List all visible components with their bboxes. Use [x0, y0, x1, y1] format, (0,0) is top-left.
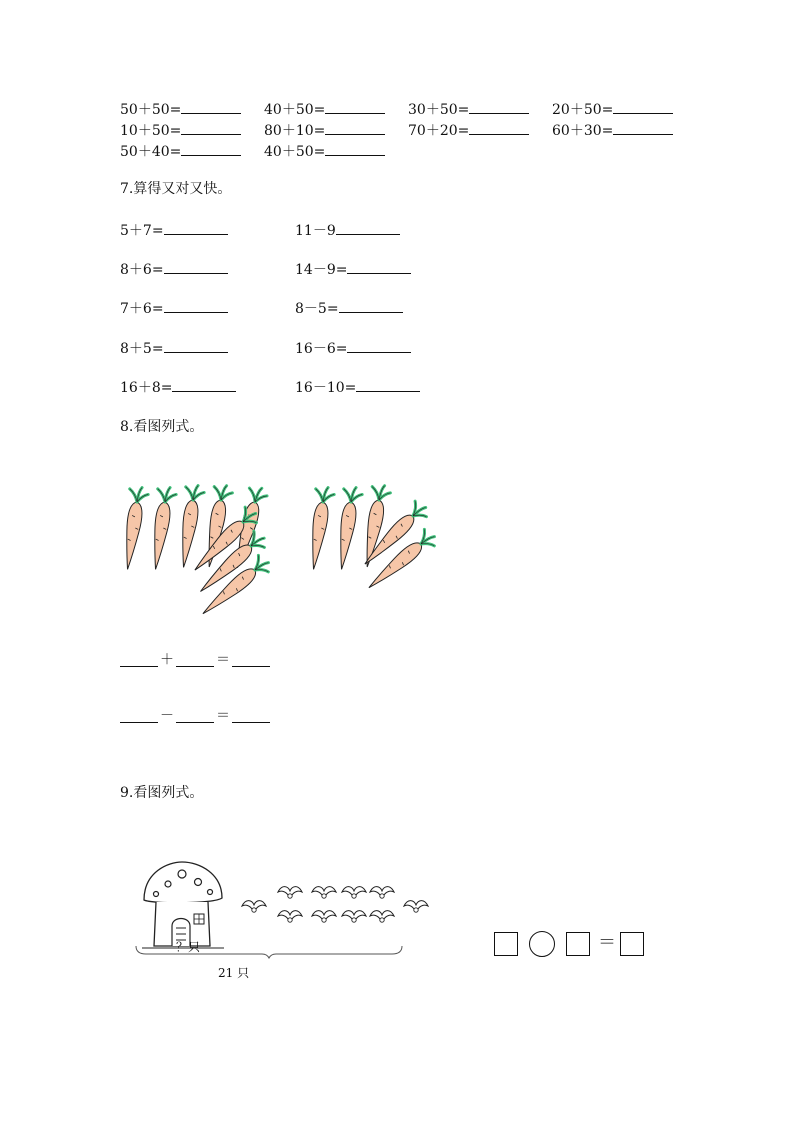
answer-blank[interactable]	[164, 259, 228, 274]
bird-icon	[278, 911, 302, 923]
answer-blank[interactable]	[347, 259, 411, 274]
eq-text: 30＋50=	[408, 102, 470, 118]
answer-blank[interactable]	[176, 652, 214, 667]
answer-box[interactable]	[566, 932, 590, 956]
carrot-icon	[147, 486, 177, 571]
answer-blank[interactable]	[181, 120, 241, 135]
eq-text: 10＋50=	[120, 123, 182, 139]
eq-text: 14－9=	[295, 262, 348, 278]
answer-blank[interactable]	[613, 120, 673, 135]
carrots-illustration	[115, 486, 445, 616]
bird-icon	[370, 887, 394, 899]
eq-item	[408, 99, 529, 119]
section9-title: 9.看图列式。	[120, 785, 204, 801]
answer-blank[interactable]	[232, 652, 270, 667]
carrot-icon	[333, 486, 363, 571]
total-label: 21 只	[218, 966, 250, 980]
eq-item	[264, 120, 385, 140]
answer-blank[interactable]	[120, 708, 158, 723]
answer-blank[interactable]	[325, 141, 385, 156]
answer-blank[interactable]	[325, 120, 385, 135]
answer-blank[interactable]	[164, 220, 228, 235]
question-label: ？只	[176, 940, 201, 954]
eq-text: 8－5=	[295, 301, 339, 317]
eq-text: 40＋50=	[264, 144, 326, 160]
carrot-icon	[305, 486, 335, 571]
answer-blank[interactable]	[232, 708, 270, 723]
eq-item	[120, 220, 228, 240]
eq-item	[295, 298, 403, 318]
answer-blank[interactable]	[176, 708, 214, 723]
eq-item	[552, 99, 673, 119]
eq-text: 70＋20=	[408, 123, 470, 139]
operator-circle[interactable]	[529, 931, 555, 957]
eq-text: 50＋50=	[120, 102, 182, 118]
section7-title: 7.算得又对又快。	[120, 181, 232, 197]
carrot-icon	[175, 484, 205, 569]
section8-title: 8.看图列式。	[120, 419, 204, 435]
eq-text: 5＋7=	[120, 223, 164, 239]
answer-blank[interactable]	[347, 338, 411, 353]
eq-item	[120, 377, 236, 397]
answer-blank[interactable]	[120, 652, 158, 667]
eq-item	[120, 99, 241, 119]
eq-text: 8＋5=	[120, 341, 164, 357]
answer-blank[interactable]	[164, 338, 228, 353]
minus-sign: －	[160, 708, 174, 724]
answer-box[interactable]	[620, 932, 644, 956]
bird-icon	[242, 901, 266, 913]
answer-blank[interactable]	[172, 377, 236, 392]
brace-bracket	[134, 944, 404, 958]
equals-sign: ＝	[216, 652, 230, 668]
carrot-icon	[119, 486, 149, 571]
eq-text: 20＋50=	[552, 102, 614, 118]
bird-icon	[312, 887, 336, 899]
eq-text: 16＋8=	[120, 380, 173, 396]
eq-text: 50＋40=	[120, 144, 182, 160]
answer-blank[interactable]	[356, 377, 420, 392]
eq-text: 11－9	[295, 223, 336, 239]
answer-blank[interactable]	[181, 141, 241, 156]
answer-blank[interactable]	[181, 99, 241, 114]
birds-illustration	[238, 878, 438, 938]
answer-blank[interactable]	[613, 99, 673, 114]
eq-item	[264, 141, 385, 161]
eq-item	[120, 120, 241, 140]
eq-item	[295, 220, 400, 240]
eq-text: 80＋10=	[264, 123, 326, 139]
eq-text: 16－10=	[295, 380, 357, 396]
eq-item	[295, 338, 411, 358]
answer-box[interactable]	[494, 932, 518, 956]
eq-item	[120, 338, 228, 358]
answer-blank[interactable]	[336, 220, 400, 235]
eq-text: 8＋6=	[120, 262, 164, 278]
eq-item	[408, 120, 529, 140]
eq-item	[120, 298, 228, 318]
bird-icon	[370, 911, 394, 923]
eq-item	[552, 120, 673, 140]
eq-item	[295, 259, 411, 279]
answer-blank[interactable]	[339, 298, 403, 313]
bird-icon	[312, 911, 336, 923]
eq-text: 60＋30=	[552, 123, 614, 139]
answer-blank[interactable]	[325, 99, 385, 114]
bird-icon	[342, 887, 366, 899]
eq-text: 16－6=	[295, 341, 348, 357]
eq-text: 7＋6=	[120, 301, 164, 317]
bird-icon	[342, 911, 366, 923]
eq-item	[120, 259, 228, 279]
eq-text: 40＋50=	[264, 102, 326, 118]
answer-blank[interactable]	[469, 120, 529, 135]
equals-sign: ＝	[598, 932, 616, 953]
equals-sign: ＝	[216, 708, 230, 724]
eq-item	[295, 377, 420, 397]
plus-sign: ＋	[160, 652, 174, 668]
answer-blank[interactable]	[469, 99, 529, 114]
bird-icon	[404, 901, 428, 913]
bird-icon	[278, 887, 302, 899]
answer-blank[interactable]	[164, 298, 228, 313]
eq-item	[264, 99, 385, 119]
eq-item	[120, 141, 241, 161]
